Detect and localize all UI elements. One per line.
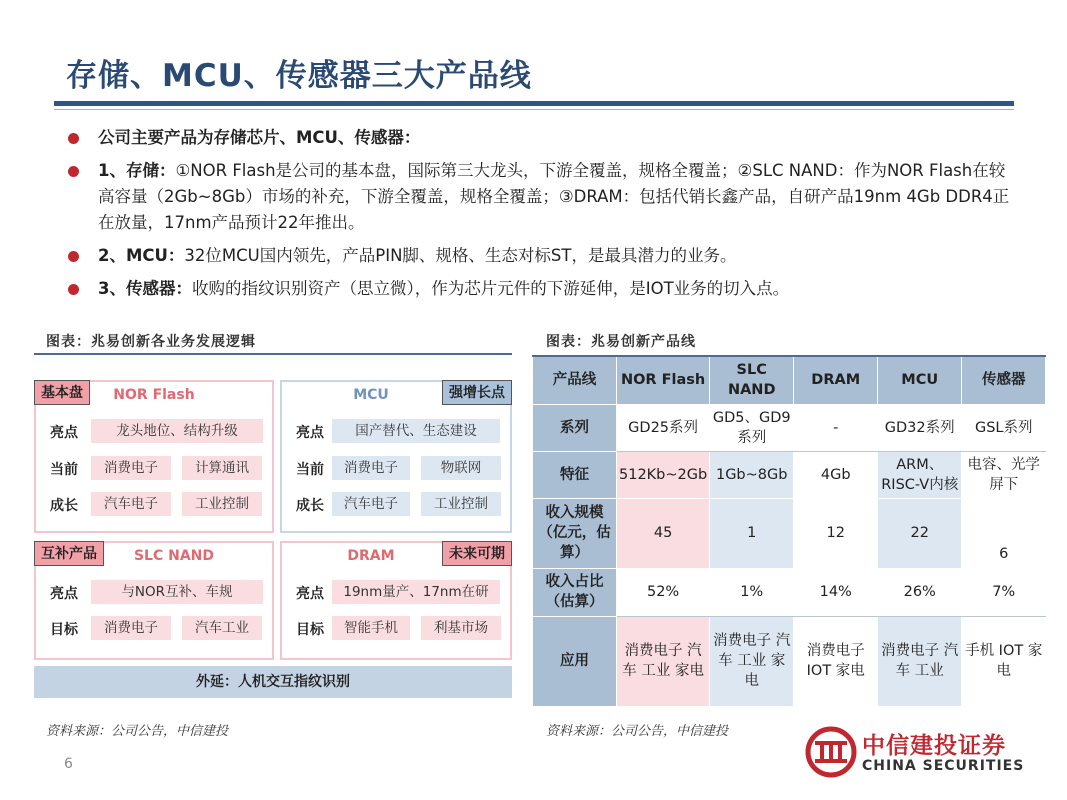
bullet-heading: 1、存储： [98,161,176,180]
table-cell: 手机 IOT 家电 [962,616,1046,706]
bullet-heading: 3、传感器： [98,279,192,298]
bullet-heading: 2、MCU： [98,246,185,265]
dram-title: DRAM [347,548,395,564]
extension-bar: 外延：人机交互指纹识别 [34,666,512,698]
row-header: 特征 [533,451,617,498]
table-cell: 14% [794,568,878,616]
table-cell: - [794,404,878,451]
bullet-dot-icon [68,251,79,262]
table-header: NOR Flash [617,356,710,404]
table-cell: 消费电子 汽车 工业 家电 [617,616,710,706]
chip: 利基市场 [421,616,501,640]
chip: 与NOR互补、车规 [91,580,263,604]
bullet-heading: 公司主要产品为存储芯片、MCU、传感器： [98,128,421,147]
table-cell: 4Gb [794,451,878,498]
table-cell: 52% [617,568,710,616]
table-header: MCU [878,356,962,404]
table-caption: 图表：兆易创新产品线 [546,334,696,350]
table-cell: GD32系列 [878,404,962,451]
logo-name-cn: 中信建投证券 [862,733,1006,759]
table-cell: 消费电子 IOT 家电 [794,616,878,706]
table-cell: ARM、RISC-V内核 [878,451,962,498]
table-header: 传感器 [962,356,1046,404]
chip: 物联网 [421,456,501,480]
logo-name-en: CHINA SECURITIES [862,758,1025,774]
table-source: 资料来源：公司公告，中信建投 [546,724,729,739]
chip: 汽车电子 [332,492,410,516]
mcu-box [280,380,512,533]
table-header: 产品线 [533,356,617,404]
table-row [533,616,1046,706]
row-label: 当前 [296,462,324,478]
chip: 龙头地位、结构升级 [91,419,263,443]
chip: 智能手机 [332,616,410,640]
bullet-item [68,125,1018,151]
title-underline-thin [54,109,1014,110]
diagram-caption-rule [34,353,512,355]
row-label: 亮点 [50,586,78,602]
table-row [533,404,1046,451]
bullet-text: 32位MCU国内领先，产品PIN脚、规格、生态对标ST，是最具潜力的业务。 [184,246,737,265]
table-cell: 7% [962,568,1046,616]
chip: 消费电子 [91,616,171,640]
row-label: 亮点 [50,425,78,441]
table-header-row [533,356,1046,404]
table-cell: 1 [710,498,794,568]
table-cell: 512Kb~2Gb [617,451,710,498]
chip: 消费电子 [332,456,410,480]
table-cell: 1Gb~8Gb [710,451,794,498]
chip: 工业控制 [421,492,501,516]
row-label: 目标 [296,622,324,638]
bullet-item [68,158,1018,236]
table-row [533,451,1046,498]
table-cell: 22 [878,498,962,568]
row-header: 收入规模（亿元，估算） [533,498,617,568]
table-header: DRAM [794,356,878,404]
chip: 国产替代、生态建设 [332,419,500,443]
row-header: 应用 [533,616,617,706]
chip: 汽车电子 [91,492,171,516]
row-label: 亮点 [296,425,324,441]
table-cell: 电容、光学屏下 [962,451,1046,498]
bullet-dot-icon [68,284,79,295]
slc-nand-tag: 互补产品 [34,541,104,566]
page-title: 存储、MCU、传感器三大产品线 [66,58,532,94]
table-cell: 26% [878,568,962,616]
chip: 汽车工业 [182,616,262,640]
dram-box [280,541,512,660]
bullet-dot-icon [68,166,79,177]
row-header: 收入占比（估算） [533,568,617,616]
table-row [533,568,1046,616]
product-line-table [532,355,1046,707]
table-cell: 6 [962,498,1046,568]
diagram-source: 资料来源：公司公告，中信建投 [46,724,229,739]
chip: 消费电子 [91,456,171,480]
table-cell: 消费电子 汽车 工业 [878,616,962,706]
nor-flash-tag: 基本盘 [34,380,90,405]
table-row [533,498,1046,568]
table-cell: GD25系列 [617,404,710,451]
row-label: 亮点 [296,586,324,602]
row-label: 目标 [50,622,78,638]
row-header: 系列 [533,404,617,451]
title-underline [54,101,1014,106]
bullet-item [68,276,1018,302]
nor-flash-title: NOR Flash [113,387,195,403]
slc-nand-title: SLC NAND [133,548,215,564]
diagram-caption: 图表：兆易创新各业务发展逻辑 [46,334,256,350]
table-cell: 12 [794,498,878,568]
row-label: 成长 [296,498,324,514]
row-label: 成长 [50,498,78,514]
table-cell: GD5、GD9系列 [710,404,794,451]
slc-nand-box [34,541,274,660]
bullet-text: ①NOR Flash是公司的基本盘，国际第三大龙头，下游全覆盖，规格全覆盖；②SLC NAND：作为NOR Flash在较高容量（2Gb~8Gb）市场的补充，下游全覆盖，规格全覆盖；③DRAM：包括代销长鑫产品，自研产品19nm 4Gb DDR4正在放量，17nm产品预计22年推出。 [98,161,1010,232]
bullet-item [68,243,1018,269]
table-cell: 1% [710,568,794,616]
chip: 工业控制 [182,492,262,516]
table-cell: GSL系列 [962,404,1046,451]
bullet-dot-icon [68,133,79,144]
bullet-text: 收购的指纹识别资产（思立微），作为芯片元件的下游延伸，是IOT业务的切入点。 [191,279,790,298]
chip: 19nm量产、17nm在研 [332,580,500,604]
chip: 计算通讯 [182,456,262,480]
bullet-list [68,125,1018,309]
mcu-title: MCU [353,387,389,403]
table-header: SLC NAND [710,356,794,404]
nor-flash-box [34,380,274,533]
mcu-tag: 强增长点 [442,380,512,405]
table-cell: 45 [617,498,710,568]
dram-tag: 未来可期 [442,541,512,566]
table-cell: 消费电子 汽车 工业 家电 [710,616,794,706]
page-number: 6 [64,756,73,772]
china-securities-logo-icon [805,726,857,778]
row-label: 当前 [50,462,78,478]
